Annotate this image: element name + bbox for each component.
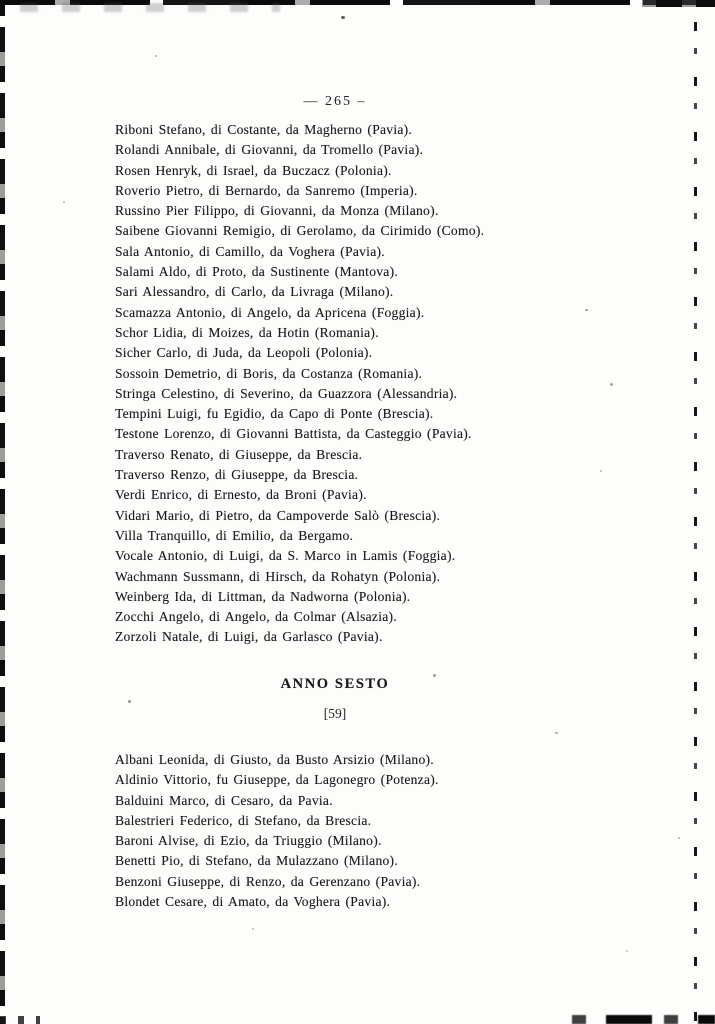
register-entry: Traverso Renato, di Giuseppe, da Brescia. <box>115 446 363 462</box>
register-entry: Zocchi Angelo, di Angelo, da Colmar (Alsazia). <box>115 609 397 625</box>
register-entry: Weinberg Ida, di Littman, da Nadworna (Polonia). <box>115 588 411 604</box>
scan-speck <box>63 201 65 203</box>
register-entry: Roverio Pietro, di Bernardo, da Sanremo (Imperia). <box>115 182 418 198</box>
register-entry: Verdi Enrico, di Ernesto, da Broni (Pavia). <box>115 487 367 503</box>
register-entry: Benetti Pio, di Stefano, da Mulazzano (Milano). <box>115 853 398 869</box>
scan-edge-right <box>694 22 697 1024</box>
register-entry: Blondet Cesare, di Amato, da Voghera (Pavia). <box>115 894 391 910</box>
register-entry: Stringa Celestino, di Severino, da Guazzora (Alessandria). <box>115 385 458 401</box>
scan-speck <box>128 700 131 703</box>
scan-edge-bottom <box>0 1016 40 1024</box>
register-entry: Sossoin Demetrio, di Boris, da Costanza (Romania). <box>115 365 423 381</box>
scan-speck <box>155 55 157 57</box>
scan-edge-left <box>0 0 5 1024</box>
register-entry: Russino Pier Filippo, di Giovanni, da Monza (Milano). <box>115 203 439 219</box>
register-entry: Rosen Henryk, di Israel, da Buczacz (Polonia). <box>115 162 392 178</box>
register-entry: Salami Aldo, di Proto, da Sustinente (Mantova). <box>115 264 399 280</box>
scan-speck <box>252 928 254 930</box>
scan-speck <box>626 950 628 952</box>
register-entry: Villa Tranquillo, di Emilio, da Bergamo. <box>115 527 354 543</box>
register-entry: Baroni Alvise, di Ezio, da Triuggio (Milano). <box>115 833 382 849</box>
register-entry: Tempini Luigi, fu Egidio, da Capo di Ponte (Brescia). <box>115 406 434 422</box>
register-entry: Scamazza Antonio, di Angelo, da Apricena (Foggia). <box>115 304 425 320</box>
register-entry: Schor Lidia, di Moizes, da Hotin (Romania). <box>115 324 379 340</box>
register-entry: Aldinio Vittorio, fu Giuseppe, da Lagonegro (Potenza). <box>115 772 439 788</box>
section-count: [59] <box>323 706 347 721</box>
section-heading: ANNO SESTO <box>280 676 390 692</box>
register-entry: Balduini Marco, di Cesaro, da Pavia. <box>115 792 333 808</box>
register-entry: Traverso Renzo, di Giuseppe, da Brescia. <box>115 467 359 483</box>
scan-corner-smudge <box>642 0 715 7</box>
register-entry: Benzoni Giuseppe, di Renzo, da Gerenzano (Pavia). <box>115 873 421 889</box>
register-list-block-2 <box>115 750 595 912</box>
scan-smudge <box>20 3 280 12</box>
scan-speck <box>600 470 602 472</box>
register-entry: Zorzoli Natale, di Luigi, da Garlasco (Pavia). <box>115 629 383 645</box>
scan-speck <box>610 383 613 386</box>
register-entry: Vidari Mario, di Pietro, da Campoverde Salò (Brescia). <box>115 507 441 523</box>
scan-edge-bottom <box>560 1015 715 1024</box>
register-entry: Wachmann Sussmann, di Hirsch, da Rohatyn (Polonia). <box>115 568 441 584</box>
page-number: — 265 – <box>303 94 367 109</box>
scan-speck <box>341 16 345 19</box>
scan-speck <box>555 732 558 734</box>
register-entry: Albani Leonida, di Giusto, da Busto Arsizio (Milano). <box>115 752 434 767</box>
register-entry: Vocale Antonio, di Luigi, da S. Marco in Lamis (Foggia). <box>115 548 456 564</box>
register-entry: Riboni Stefano, di Costante, da Magherno (Pavia). <box>115 122 413 137</box>
register-list-block-1 <box>115 120 595 648</box>
register-entry: Balestrieri Federico, di Stefano, da Brescia. <box>115 812 372 828</box>
register-entry: Sicher Carlo, di Juda, da Leopoli (Polonia). <box>115 345 373 361</box>
scan-speck <box>678 837 680 839</box>
register-entry: Testone Lorenzo, di Giovanni Battista, da Casteggio (Pavia). <box>115 426 472 442</box>
register-entry: Saibene Giovanni Remigio, di Gerolamo, da Cirimido (Como). <box>115 223 485 239</box>
register-entry: Sala Antonio, di Camillo, da Voghera (Pavia). <box>115 243 385 259</box>
register-entry: Sari Alessandro, di Carlo, da Livraga (Milano). <box>115 284 394 300</box>
register-entry: Rolandi Annibale, di Giovanni, da Tromello (Pavia). <box>115 142 424 158</box>
